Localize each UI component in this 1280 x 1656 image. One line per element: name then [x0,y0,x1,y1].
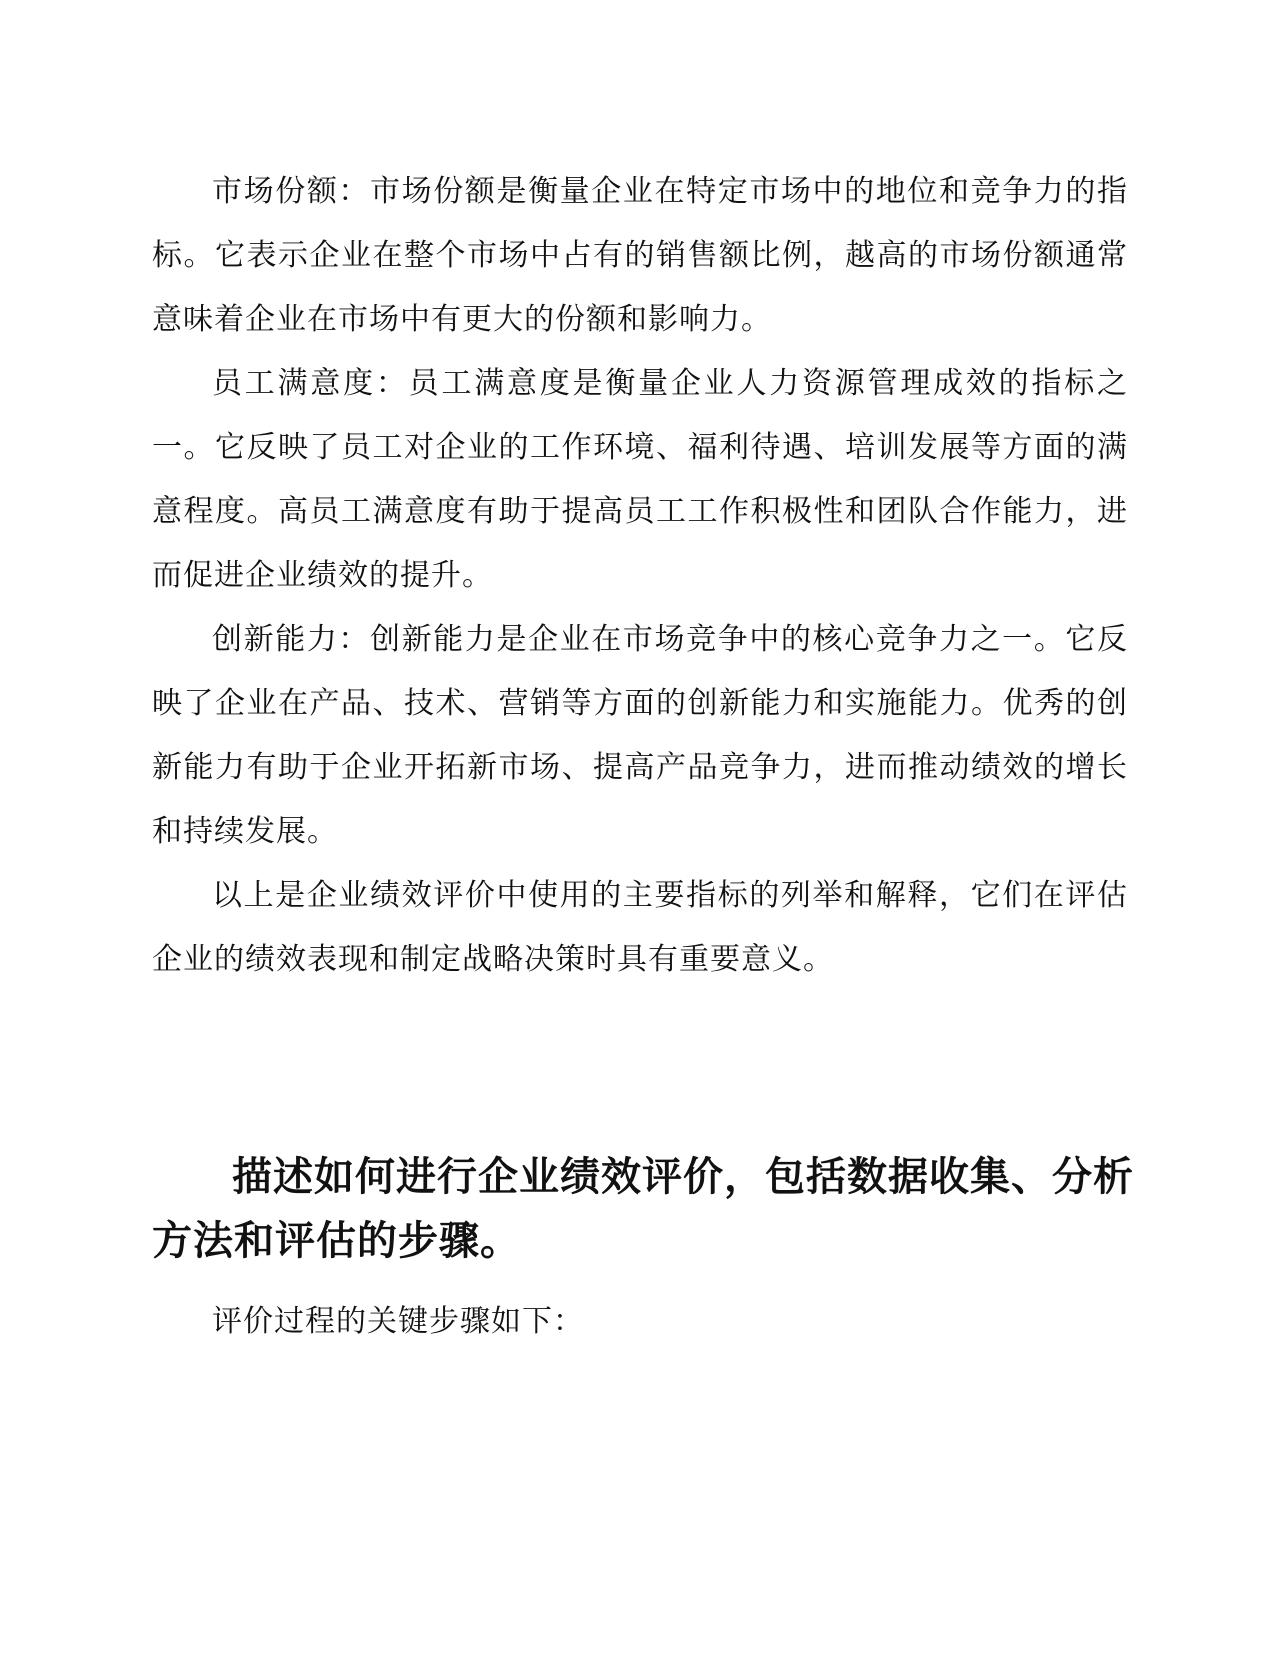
paragraph-employee-satisfaction: 员工满意度：员工满意度是衡量企业人力资源管理成效的指标之一。它反映了员工对企业的工作环境、福利待遇、培训发展等方面的满意程度。高员工满意度有助于提高员工工作积极性和团队合作能力，进而促进企业绩效的提升。 [152,366,1128,593]
paragraph-summary: 以上是企业绩效评价中使用的主要指标的列举和解释，它们在评估企业的绩效表现和制定战略决策时具有重要意义。 [152,878,1128,977]
section-intro: 评价过程的关键步骤如下： [212,1304,584,1339]
paragraph-market-share: 市场份额：市场份额是衡量企业在特定市场中的地位和竞争力的指标。它表示企业在整个市场中占有的销售额比例，越高的市场份额通常意味着企业在市场中有更大的份额和影响力。 [152,174,1128,337]
paragraph-innovation: 创新能力：创新能力是企业在市场竞争中的核心竞争力之一。它反映了企业在产品、技术、营销等方面的创新能力和实施能力。优秀的创新能力有助于企业开拓新市场、提高产品竞争力，进而推动绩效的增长和持续发展。 [152,622,1128,849]
document-page [152,160,1134,1339]
section-heading: 描述如何进行企业绩效评价，包括数据收集、分析方法和评估的步骤。 [152,1154,1134,1264]
